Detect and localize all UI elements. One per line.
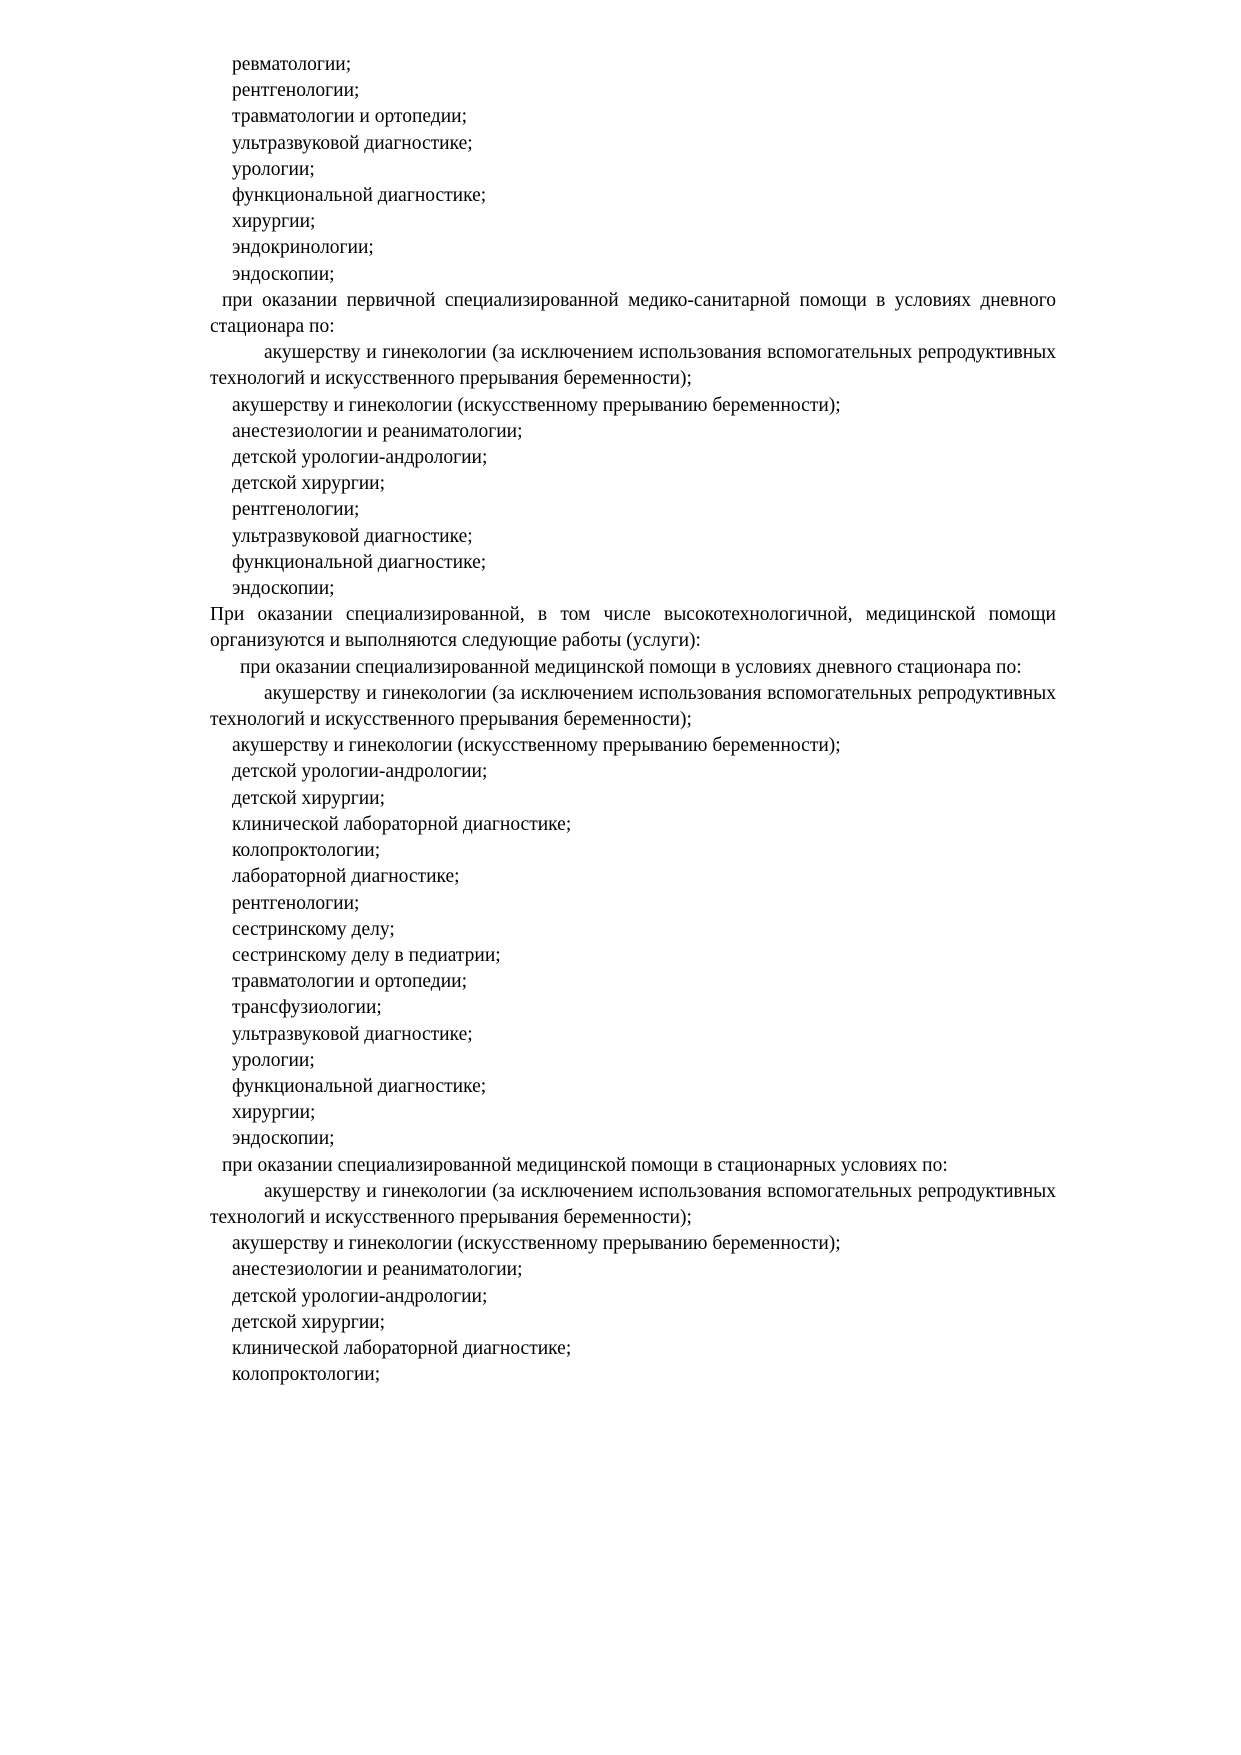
document-line: лабораторной диагностике; <box>232 866 460 888</box>
document-line: при оказании первичной специализированной медико-санитарной помощи в условиях дневного стационара по: <box>210 289 1056 338</box>
document-line: клинической лабораторной диагностике; <box>232 1337 572 1359</box>
document-line: рентгенологии; <box>232 892 360 914</box>
document-line: хирургии; <box>232 211 316 233</box>
document-line: травматологии и ортопедии; <box>232 971 467 993</box>
document-line: анестезиологии и реаниматологии; <box>232 1259 523 1281</box>
document-line: эндоскопии; <box>232 1128 335 1150</box>
document-line: функциональной диагностике; <box>232 551 487 573</box>
document-line: сестринскому делу; <box>232 918 395 940</box>
document-line: детской урологии-андрологии; <box>232 1285 488 1307</box>
document-line: акушерству и гинекологии (искусственному прерыванию беременности); <box>232 394 841 416</box>
document-line: детской урологии-андрологии; <box>232 447 488 469</box>
document-line: ультразвуковой диагностике; <box>232 132 473 154</box>
document-line: ультразвуковой диагностике; <box>232 1023 473 1045</box>
document-line: функциональной диагностике; <box>232 1075 487 1097</box>
document-line: ультразвуковой диагностике; <box>232 525 473 547</box>
document-body <box>210 52 1056 1388</box>
document-line: функциональной диагностике; <box>232 185 487 207</box>
document-line: урологии; <box>232 1049 315 1071</box>
document-line: при оказании специализированной медицинской помощи в условиях дневного стационара по: <box>240 656 1022 678</box>
document-line: эндоскопии; <box>232 578 335 600</box>
document-line: детской хирургии; <box>232 473 386 495</box>
document-line: акушерству и гинекологии (искусственному прерыванию беременности); <box>232 735 841 757</box>
document-line: акушерству и гинекологии (искусственному прерыванию беременности); <box>232 1233 841 1255</box>
document-line: эндокринологии; <box>232 237 374 259</box>
document-line: сестринскому делу в педиатрии; <box>232 944 501 966</box>
document-line: при оказании специализированной медицинской помощи в стационарных условиях по: <box>222 1154 948 1176</box>
document-line: хирургии; <box>232 1102 316 1124</box>
document-line: детской хирургии; <box>232 1311 386 1333</box>
document-line: акушерству и гинекологии (за исключением использования вспомогательных репродуктивных технологий и искусственного прерывания беременности); <box>210 682 1056 731</box>
document-line: эндоскопии; <box>232 263 335 285</box>
document-line: рентгенологии; <box>232 80 360 102</box>
document-line: колопроктологии; <box>232 840 381 862</box>
document-line: рентгенологии; <box>232 499 360 521</box>
document-line: колопроктологии; <box>232 1364 381 1386</box>
document-line: При оказании специализированной, в том числе высокотехнологичной, медицинской помощи организуются и выполняются следующие работы (услуги): <box>210 604 1056 652</box>
document-line: клинической лабораторной диагностике; <box>232 813 572 835</box>
document-line: акушерству и гинекологии (за исключением использования вспомогательных репродуктивных технологий и искусственного прерывания беременности); <box>210 1180 1056 1228</box>
document-line: травматологии и ортопедии; <box>232 106 467 128</box>
document-line: детской урологии-андрологии; <box>232 761 488 783</box>
document-line: акушерству и гинекологии (за исключением использования вспомогательных репродуктивных технологий и искусственного прерывания беременности); <box>210 342 1056 390</box>
document-line: анестезиологии и реаниматологии; <box>232 420 523 442</box>
document-line: детской хирургии; <box>232 787 386 809</box>
document-line: ревматологии; <box>232 54 352 75</box>
document-line: трансфузиологии; <box>232 997 382 1019</box>
document-line: урологии; <box>232 158 315 180</box>
